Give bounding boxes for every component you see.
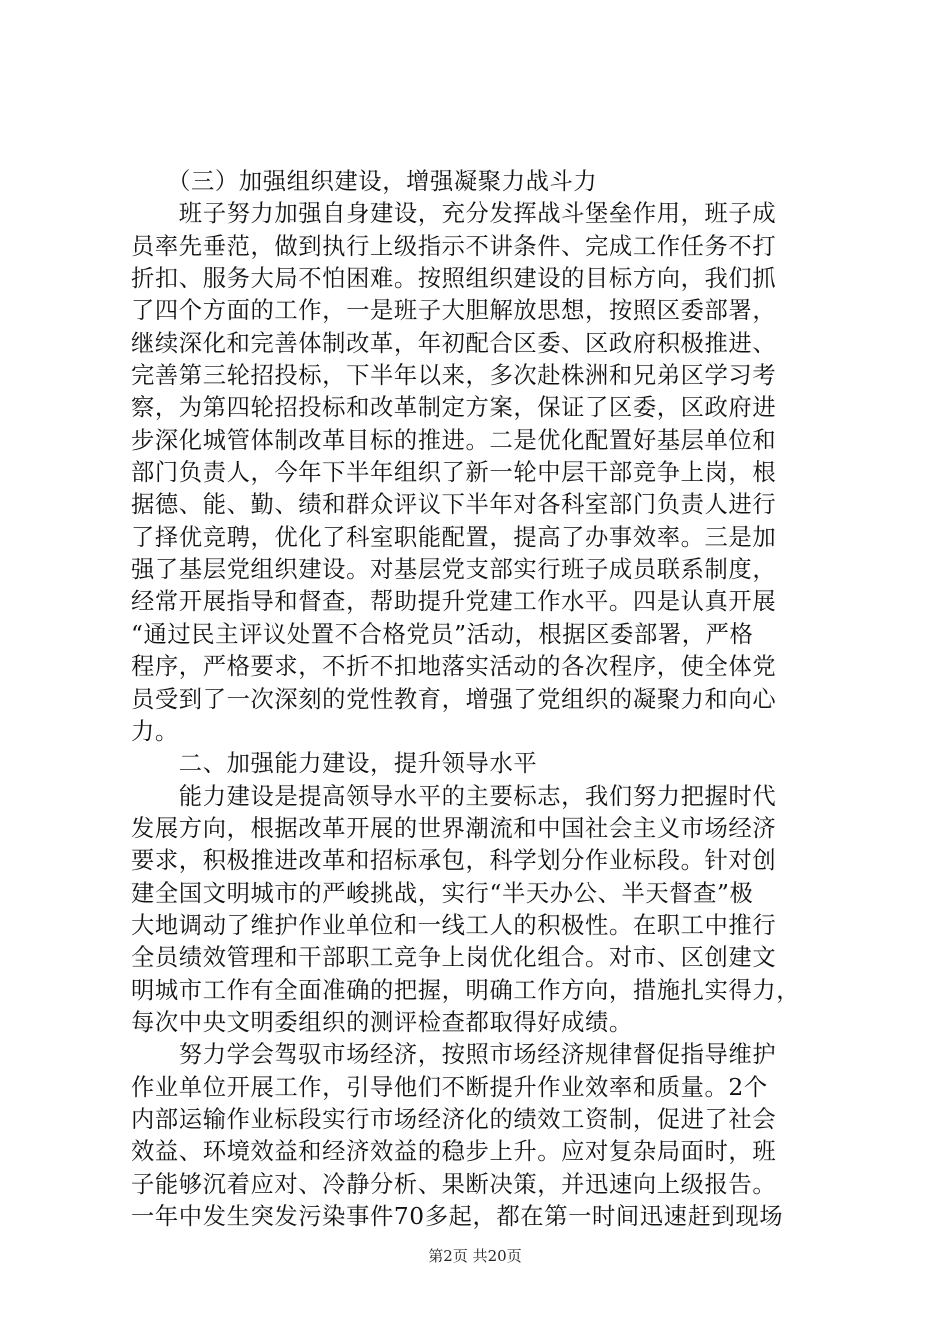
- paragraph-line: 能力建设是提高领导水平的主要标志，我们努力把握时代: [131, 782, 777, 810]
- paragraph-line: 班子努力加强自身建设，充分发挥战斗堡垒作用，班子成: [131, 200, 777, 228]
- paragraph-line: 建全国文明城市的严峻挑战，实行“半天办公、半天督查”极: [131, 879, 754, 907]
- paragraph-line: 强了基层党组织建设。对基层党支部实行班子成员联系制度，: [131, 556, 777, 584]
- paragraph-line: 子能够沉着应对、冷静分析、果断决策，并迅速向上级报告。: [131, 1170, 777, 1198]
- paragraph-line: 大地调动了维护作业单位和一线工人的积极性。在职工中推行: [131, 911, 777, 939]
- paragraph-line: “通过民主评议处置不合格党员”活动，根据区委部署，严格: [131, 620, 754, 648]
- paragraph-line: 内部运输作业标段实行市场经济化的绩效工资制，促进了社会: [131, 1105, 777, 1133]
- paragraph-line: 察，为第四轮招投标和改革制定方案，保证了区委，区政府进: [131, 394, 777, 422]
- paragraph-line: 要求，积极推进改革和招标承包，科学划分作业标段。针对创: [131, 847, 777, 875]
- section-heading: 二、加强能力建设，提升领导水平: [131, 750, 538, 778]
- paragraph-line: 员受到了一次深刻的党性教育，增强了党组织的凝聚力和向心: [131, 685, 777, 713]
- paragraph-line: 经常开展指导和督查，帮助提升党建工作水平。四是认真开展: [131, 588, 777, 616]
- paragraph-line: 步深化城管体制改革目标的推进。二是优化配置好基层单位和: [131, 426, 777, 454]
- paragraph-line: 效益、环境效益和经济效益的稳步上升。应对复杂局面时，班: [131, 1138, 777, 1166]
- page-number-footer: 第2页 共20页: [428, 1247, 522, 1265]
- paragraph-line: 完善第三轮招投标，下半年以来，多次赴株洲和兄弟区学习考: [131, 362, 777, 390]
- paragraph-line: 了择优竞聘，优化了科室职能配置，提高了办事效率。三是加: [131, 523, 777, 551]
- paragraph-line: 明城市工作有全面准确的把握，明确工作方向，措施扎实得力，: [131, 976, 801, 1004]
- section-heading: （三）加强组织建设，增强凝聚力战斗力: [131, 168, 598, 195]
- paragraph-line: 据德、能、勤、绩和群众评议下半年对各科室部门负责人进行: [131, 491, 777, 519]
- paragraph-line: 每次中央文明委组织的测评检查都取得好成绩。: [131, 1008, 633, 1036]
- paragraph-line: 继续深化和完善体制改革，年初配合区委、区政府积极推进、: [131, 329, 777, 357]
- paragraph-line: 作业单位开展工作，引导他们不断提升作业效率和质量。2个: [131, 1073, 768, 1101]
- paragraph-line: 程序，严格要求，不折不扣地落实活动的各次程序，使全体党: [131, 653, 777, 681]
- paragraph-line: 员率先垂范，做到执行上级指示不讲条件、完成工作任务不打: [131, 232, 777, 260]
- paragraph-line: 努力学会驾驭市场经济，按照市场经济规律督促指导维护: [131, 1041, 777, 1069]
- paragraph-line: 发展方向，根据改革开展的世界潮流和中国社会主义市场经济: [131, 814, 777, 842]
- paragraph-line: 全员绩效管理和干部职工竞争上岗优化组合。对市、区创建文: [131, 944, 777, 972]
- paragraph-line: 一年中发生突发污染事件70多起，都在第一时间迅速赶到现场: [131, 1203, 784, 1230]
- paragraph-line: 了四个方面的工作，一是班子大胆解放思想，按照区委部署，: [131, 297, 777, 325]
- paragraph-line: 部门负责人，今年下半年组织了新一轮中层干部竞争上岗，根: [131, 459, 777, 487]
- paragraph-line: 力。: [131, 717, 179, 745]
- document-body: [131, 166, 831, 1233]
- paragraph-line: 折扣、服务大局不怕困难。按照组织建设的目标方向，我们抓: [131, 265, 777, 293]
